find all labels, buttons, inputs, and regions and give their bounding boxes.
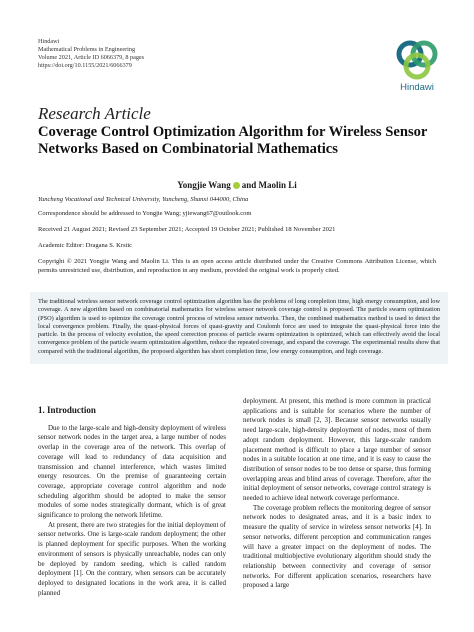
affiliation: Yuncheng Vocational and Technical University, Yuncheng, Shanxi 044000, China [38,196,249,203]
publisher-name: Hindawi [38,38,60,45]
journal-name: Mathematical Problems in Engineering [38,46,136,53]
paper-title: Coverage Control Optimization Algorithm for Wireless Sensor Networks Based on Combinatorial Mathematics [38,124,428,157]
abstract-text: The traditional wireless sensor network coverage control optimization algorithm has the problems of long completion time, high energy consumption, and low coverage. A new algorithm based on combinatorial mathematics for wireless sensor network coverage control is proposed. The particle swarm optimization (PSO) algorithm is used to optimize the coverage control process of wireless sensor networks. Then, the combined mathematics method is used to detect the local convergence problem. Finally, the quasi-physical forces of quasi-gravity and Coulomb force are used to integrate the quasi-physical force into the particle. In the process of velocity evolution, the speed correction process of particle swarm optimization is optimized, which can effectively avoid the local convergence problem of the particle swarm optimization algorithm, reduce the repeated coverage, and expand the coverage. The experimental results show that compared with the traditional algorithm, the proposed algorithm has short completion time, low energy consumption, and high coverage. [38,298,440,355]
author-name: Yongjie Wang [177,180,231,190]
logo-wordmark: Hindawi [400,82,434,93]
correspondence: Correspondence should be addressed to Yongjie Wang; yjiewang67@outlook.com [38,210,252,217]
author-join: and Maolin Li [241,180,297,190]
abstract-box [30,292,448,364]
author-line [0,180,474,190]
volume-line: Volume 2021, Article ID 6066379, 8 pages [38,54,145,61]
left-column [38,406,226,598]
orcid-icon[interactable] [233,182,240,189]
hindawi-rings-icon [392,36,442,86]
copyright-notice: Copyright © 2021 Yongjie Wang and Maolin Li. This is an open access article distributed under the Creative Commons Attribution License, which permits unrestricted use, distribution, and reproduction in any medium, provided the original work is properly cited. [38,258,436,274]
right-column [243,397,431,591]
section-heading: 1. Introduction [38,405,96,415]
body-paragraph: Due to the large-scale and high-density deployment of wireless sensor network nodes in the target area, a large number of nodes overlap in the coverage area of the network. This overlap of coverage will lead to redundancy of data acquisition and transmission and channel interference, which wastes limited energy resources. On the premise of guaranteeing certain coverage, appropriate coverage control algorithm and node scheduling algorithm should be adopted to make the sensor modules of some nodes strategically dormant, which is of great significance to prolong the network lifetime. [38,423,226,520]
body-paragraph: At present, there are two strategies for the initial deployment of sensor networks. One is large-scale random deployment; the other is planned deployment for specific purposes. When the working environment of sensors is physically unreachable, nodes can only be deployed by random seeding, which is called random deployment [1]. On the contrary, when sensors can be accurately deployed to designated locations in the work area, it is called planned [38,520,226,597]
body-paragraph: deployment. At present, this method is more common in practical applications and is suitable for scenarios where the number of network nodes is small [2, 3]. Because sensor networks usually need large-scale, high-density deployment of nodes, most of them adopt random deployment. However, this large-scale random placement method is difficult to place a large number of sensor nodes in a suitable location at one time, and it is easy to cause the distribution of sensor nodes to be too dense or sparse, thus forming overlapping areas and blind areas of coverage. Therefore, after the initial deployment of sensor networks, coverage control strategy is needed to achieve ideal network coverage performance. [243,397,431,503]
academic-editor: Academic Editor: Dragana S. Krstic [38,242,133,249]
journal-info [38,38,298,70]
article-dates: Received 21 August 2021; Revised 23 September 2021; Accepted 19 October 2021; Published 18 November 2021 [38,226,336,233]
article-type: Research Article [38,104,151,123]
doi-link[interactable]: https://doi.org/10.1155/2021/6066379 [38,62,132,69]
body-paragraph: The coverage problem reflects the monitoring degree of sensor network nodes to designated areas, and it is a basic index to measure the quality of service in wireless sensor networks [4]. In sensor networks, different perception and communication ranges will have a greater impact on the deployment of nodes. The traditional multiobjective evolutionary algorithm should study the relationship between connectivity and coverage of sensor networks. For different application scenarios, researchers have proposed a large [243,503,431,590]
